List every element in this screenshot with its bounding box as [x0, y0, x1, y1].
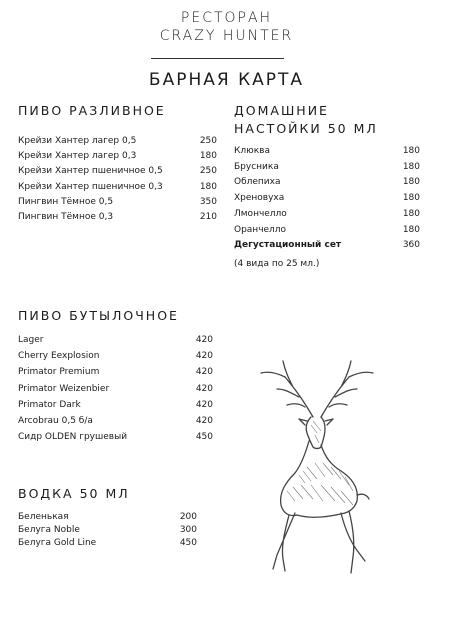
- item-name: Брусника: [234, 161, 279, 172]
- list-item: [18, 149, 217, 163]
- list-item: [18, 180, 217, 194]
- item-name: Белуга Noble: [18, 525, 80, 535]
- item-price: 300: [179, 525, 197, 535]
- item-name: Primator Dark: [18, 399, 81, 410]
- item-name: Cherry Eexplosion: [18, 351, 100, 362]
- item-name: Пингвин Тёмное 0,5: [18, 196, 114, 207]
- item-name: Лмончелло: [234, 208, 287, 219]
- item-price: 180: [402, 193, 420, 204]
- item-price: 210: [199, 212, 217, 222]
- item-price: 180: [402, 224, 420, 235]
- item-price: 420: [195, 399, 213, 410]
- list-item: [18, 382, 213, 396]
- item-price: 420: [195, 367, 213, 378]
- list-item: [18, 414, 213, 428]
- item-name: Крейзи Хантер лагер 0,3: [18, 151, 137, 162]
- item-price: 200: [179, 512, 197, 522]
- item-price: 420: [195, 416, 213, 426]
- item-name: Primator Weizenbier: [18, 383, 110, 394]
- list-item: [18, 134, 217, 148]
- item-name: Беленькая: [18, 512, 69, 522]
- list-item: [18, 523, 197, 537]
- list-item: [18, 164, 217, 178]
- list-item: [234, 207, 420, 221]
- list-item: [234, 175, 420, 189]
- item-price: 350: [199, 196, 217, 207]
- tasting-set-note: (4 вида по 25 мл.): [234, 259, 320, 269]
- item-price: 180: [199, 181, 217, 192]
- item-price: 420: [195, 351, 213, 362]
- section-title-bottled-beer: ПИВО БУТЫЛОЧНОЕ: [18, 308, 179, 323]
- restaurant-name: CRAZY HUNTER: [159, 28, 294, 44]
- item-name: Облепиха: [234, 177, 281, 188]
- list-item: [18, 195, 217, 209]
- item-name: Крейзи Хантер пшеничное 0,5: [18, 166, 163, 177]
- list-item: [234, 144, 420, 158]
- list-item: [18, 536, 197, 550]
- item-name: Крейзи Хантер лагер 0,5: [18, 136, 137, 146]
- section-title-tinctures-1: ДОМАШНИЕ: [234, 103, 329, 118]
- item-name: Хреновуха: [234, 193, 285, 204]
- list-item: [234, 223, 420, 237]
- item-name: Lager: [18, 335, 44, 345]
- item-name: Arcobrau 0,5 б/а: [18, 416, 93, 426]
- list-item: [18, 365, 213, 379]
- item-price: 180: [199, 151, 217, 162]
- list-item: [18, 349, 213, 363]
- item-price: 450: [195, 432, 213, 443]
- list-item: [18, 510, 197, 524]
- list-item: [18, 398, 213, 412]
- list-item: [18, 333, 213, 347]
- item-price: 250: [199, 136, 217, 146]
- item-name: Крейзи Хантер пшеничное 0,3: [18, 181, 163, 192]
- item-name: Пингвин Тёмное 0,3: [18, 212, 114, 222]
- list-item: [234, 238, 420, 252]
- item-name: Дегустационный сет: [234, 240, 342, 251]
- list-item: [234, 191, 420, 205]
- item-price: 450: [179, 538, 197, 548]
- item-price: 180: [402, 161, 420, 172]
- item-name: Оранчелло: [234, 224, 287, 235]
- item-price: 180: [402, 146, 420, 156]
- item-name: Сидр OLDEN грушевый: [18, 432, 128, 443]
- section-title-vodka: ВОДКА 50 МЛ: [18, 486, 130, 501]
- item-price: 420: [195, 335, 213, 345]
- restaurant-label: РЕСТОРАН: [180, 10, 273, 26]
- header-divider: [151, 58, 284, 59]
- item-price: 180: [402, 177, 420, 188]
- item-name: Белуга Gold Line: [18, 538, 97, 548]
- item-price: 420: [195, 383, 213, 394]
- list-item: [18, 210, 217, 224]
- section-title-draft-beer: ПИВО РАЗЛИВНОЕ: [18, 103, 166, 118]
- list-item: [234, 160, 420, 174]
- item-price: 180: [402, 208, 420, 219]
- page-title: БАРНАЯ КАРТА: [148, 70, 305, 90]
- section-title-tinctures-2: НАСТОЙКИ 50 МЛ: [234, 121, 378, 136]
- item-name: Клюква: [234, 146, 270, 156]
- item-price: 250: [199, 166, 217, 177]
- item-price: 360: [402, 240, 420, 251]
- deer-illustration-icon: [255, 355, 380, 580]
- list-item: [18, 430, 213, 444]
- item-name: Primator Premium: [18, 367, 100, 378]
